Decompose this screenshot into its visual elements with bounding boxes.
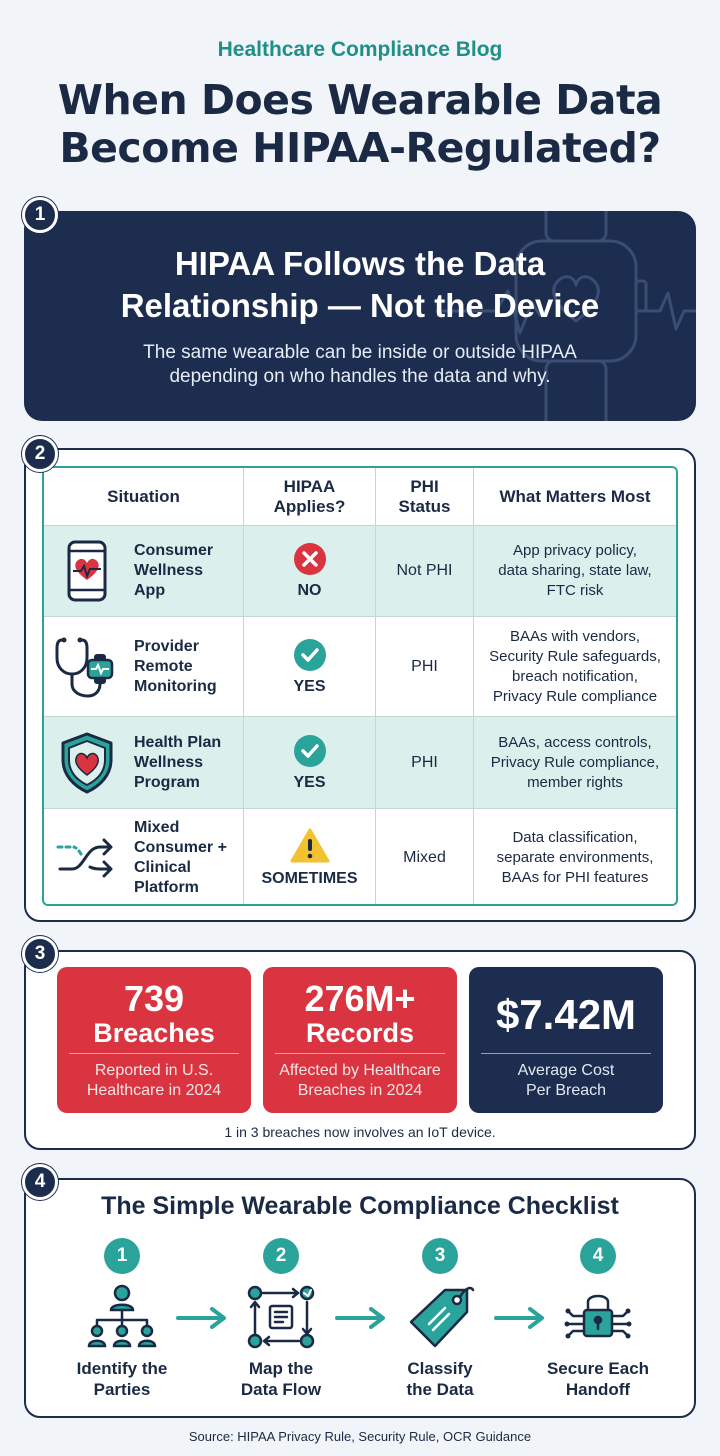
hero-banner (24, 211, 696, 421)
situation-cell (44, 809, 244, 906)
stethoscope-watch-icon (54, 634, 120, 700)
section-2-badge: 2 (22, 436, 58, 472)
matters-line: data sharing, state law, (498, 562, 652, 579)
stat-unit: Records (305, 1018, 415, 1048)
hero-subtitle-line-1: The same wearable can be inside or outside HIPAA (143, 342, 577, 363)
header-hipaa-line-1: HIPAA (283, 476, 336, 496)
matters-line: FTC risk (546, 582, 604, 599)
stat-description (263, 1061, 457, 1101)
stat-records (263, 967, 457, 1113)
what-matters-cell (474, 717, 676, 808)
phi-status-cell: Not PHI (376, 526, 474, 616)
checklist-step-number: 2 (263, 1238, 299, 1274)
what-matters-text (483, 627, 667, 707)
situation-label-line: Monitoring (134, 677, 217, 695)
what-matters-cell (474, 809, 676, 906)
situation-label-line: Platform (134, 878, 199, 896)
checklist-step-label-line: the Data (406, 1380, 474, 1399)
hipaa-applies-cell (244, 526, 376, 616)
checklist-step-label-line: Classify (407, 1359, 473, 1378)
verdict-label: YES (293, 773, 326, 791)
situation-label-line: Wellness (134, 562, 204, 579)
situation-table (42, 466, 678, 906)
hero-title-line-1: HIPAA Follows the Data (174, 245, 546, 282)
check-circle-icon (293, 734, 327, 768)
situation-label-line: Mixed (134, 818, 180, 836)
matters-line: BAAs with vendors, (509, 627, 641, 645)
checklist-step-label (523, 1358, 673, 1400)
verdict-label: YES (293, 677, 326, 695)
situation-label-line: Consumer (134, 542, 214, 559)
stat-divider (69, 1053, 239, 1054)
situation-label-line: Health Plan (134, 733, 222, 751)
stat-description-line: Healthcare in 2024 (86, 1082, 222, 1099)
matters-line: Privacy Rule compliance, (490, 753, 660, 771)
phi-status-cell: PHI (376, 717, 474, 808)
situation-label-line: App (134, 582, 166, 599)
checklist-step-label-line: Handoff (565, 1380, 631, 1399)
checklist-step-label (47, 1358, 197, 1400)
hero-title (24, 243, 696, 327)
stat-description-line: Breaches in 2024 (297, 1082, 423, 1099)
section-4-badge: 4 (22, 1164, 58, 1200)
situation-cell (44, 526, 244, 616)
section-3-badge: 3 (22, 936, 58, 972)
arrow-right-icon (333, 1306, 389, 1330)
blog-name: Healthcare Compliance Blog (217, 38, 503, 61)
header-what-matters: What Matters Most (499, 486, 651, 506)
matters-line: separate environments, (496, 848, 654, 866)
checklist-step-label-line: Data Flow (240, 1380, 322, 1399)
verdict-label: SOMETIMES (261, 869, 358, 887)
what-matters-cell (474, 526, 676, 616)
checklist-step-label-line: Map the (248, 1359, 314, 1378)
matters-line: BAAs, access controls, (498, 733, 652, 751)
matters-line: App privacy policy, (513, 542, 637, 559)
stat-breaches (57, 967, 251, 1113)
check-circle-icon (293, 638, 327, 672)
shuffle-arrows-icon (54, 825, 120, 891)
stat-average-cost (469, 967, 663, 1113)
what-matters-text (485, 733, 665, 793)
situation-label-line: Wellness (134, 753, 204, 771)
data-flow-icon (246, 1284, 316, 1350)
situation-label-line: Provider (134, 637, 199, 655)
page-title (0, 76, 720, 172)
checklist-step-number: 4 (580, 1238, 616, 1274)
hero-subtitle-line-2: depending on who handles the data and why. (169, 366, 551, 387)
circuit-lock-icon (563, 1284, 633, 1350)
checklist-step-label-line: Parties (93, 1380, 151, 1399)
stat-description (57, 1061, 251, 1101)
shield-heart-icon (54, 730, 120, 796)
table-row (44, 809, 676, 906)
stats-footnote: 1 in 3 breaches now involves an IoT device. (224, 1124, 496, 1140)
stat-description-line: Average Cost (517, 1062, 615, 1079)
stat-divider (481, 1053, 651, 1054)
situation-cell (44, 617, 244, 716)
matters-line: BAAs for PHI features (501, 868, 649, 886)
hipaa-applies-cell (244, 717, 376, 808)
arrow-right-icon (174, 1306, 230, 1330)
situation-label-line: Consumer + (134, 838, 227, 856)
matters-line: Security Rule safeguards, (489, 647, 661, 665)
matters-line: Privacy Rule compliance (492, 687, 658, 705)
warning-triangle-icon (290, 828, 330, 864)
what-matters-text (491, 828, 660, 888)
checklist-step-label (206, 1358, 356, 1400)
checklist-step-number: 3 (422, 1238, 458, 1274)
table-row (44, 617, 676, 717)
stat-number: $7.42M (495, 991, 637, 1038)
situation-label (134, 818, 227, 898)
stat-unit: Breaches (93, 1018, 215, 1048)
what-matters-text (492, 541, 657, 601)
header-phi-status (376, 468, 474, 525)
section-1-badge: 1 (22, 197, 58, 233)
arrow-right-icon (492, 1306, 548, 1330)
matters-line: breach notification, (512, 667, 638, 685)
header-hipaa-applies (244, 468, 376, 525)
header-phi-line-1: PHI (410, 476, 439, 496)
table-header-row (44, 468, 676, 526)
hipaa-applies-cell (244, 809, 376, 906)
org-chart-icon (87, 1284, 157, 1350)
stat-number: 276M+ (304, 978, 416, 1019)
situation-label-line: Remote (134, 657, 193, 675)
phi-status-cell: PHI (376, 617, 474, 716)
hero-subtitle (24, 341, 696, 389)
hipaa-applies-cell (244, 617, 376, 716)
situation-label (134, 637, 217, 697)
checklist-step-label-line: Identify the (76, 1359, 168, 1378)
checklist-step-number: 1 (104, 1238, 140, 1274)
stat-description-line: Affected by Healthcare (279, 1062, 441, 1079)
phi-status-cell: Mixed (376, 809, 474, 906)
matters-line: Data classification, (512, 828, 638, 846)
tag-icon (405, 1284, 475, 1350)
page-title-line-1: When Does Wearable Data (57, 76, 663, 124)
checklist-title: The Simple Wearable Compliance Checklist (101, 1192, 619, 1220)
header-phi-line-2: Status (398, 496, 451, 516)
what-matters-cell (474, 617, 676, 716)
source-citation: Source: HIPAA Privacy Rule, Security Rule, OCR Guidance (188, 1429, 532, 1444)
stat-divider (275, 1053, 445, 1054)
table-row (44, 526, 676, 617)
page-title-line-2: Become HIPAA-Regulated? (59, 124, 661, 172)
table-row (44, 717, 676, 809)
header-situation: Situation (44, 468, 244, 525)
checklist-step-label-line: Secure Each (546, 1359, 650, 1378)
stat-description-line: Per Breach (525, 1082, 607, 1099)
stat-number: 739 (123, 978, 185, 1019)
checklist-step-label (365, 1358, 515, 1400)
situation-label-line: Program (134, 773, 200, 791)
stat-description (469, 1061, 663, 1101)
stat-description-line: Reported in U.S. (94, 1062, 214, 1079)
phone-heart-icon (54, 538, 120, 604)
matters-line: member rights (527, 773, 623, 791)
header-hipaa-line-2: Applies? (273, 496, 346, 516)
situation-label (134, 541, 213, 601)
hero-title-line-2: Relationship — Not the Device (120, 287, 600, 324)
verdict-label: NO (297, 582, 322, 599)
situation-label-line: Clinical (134, 858, 191, 876)
x-circle-icon (293, 542, 327, 576)
situation-label (134, 733, 221, 793)
situation-cell (44, 717, 244, 808)
